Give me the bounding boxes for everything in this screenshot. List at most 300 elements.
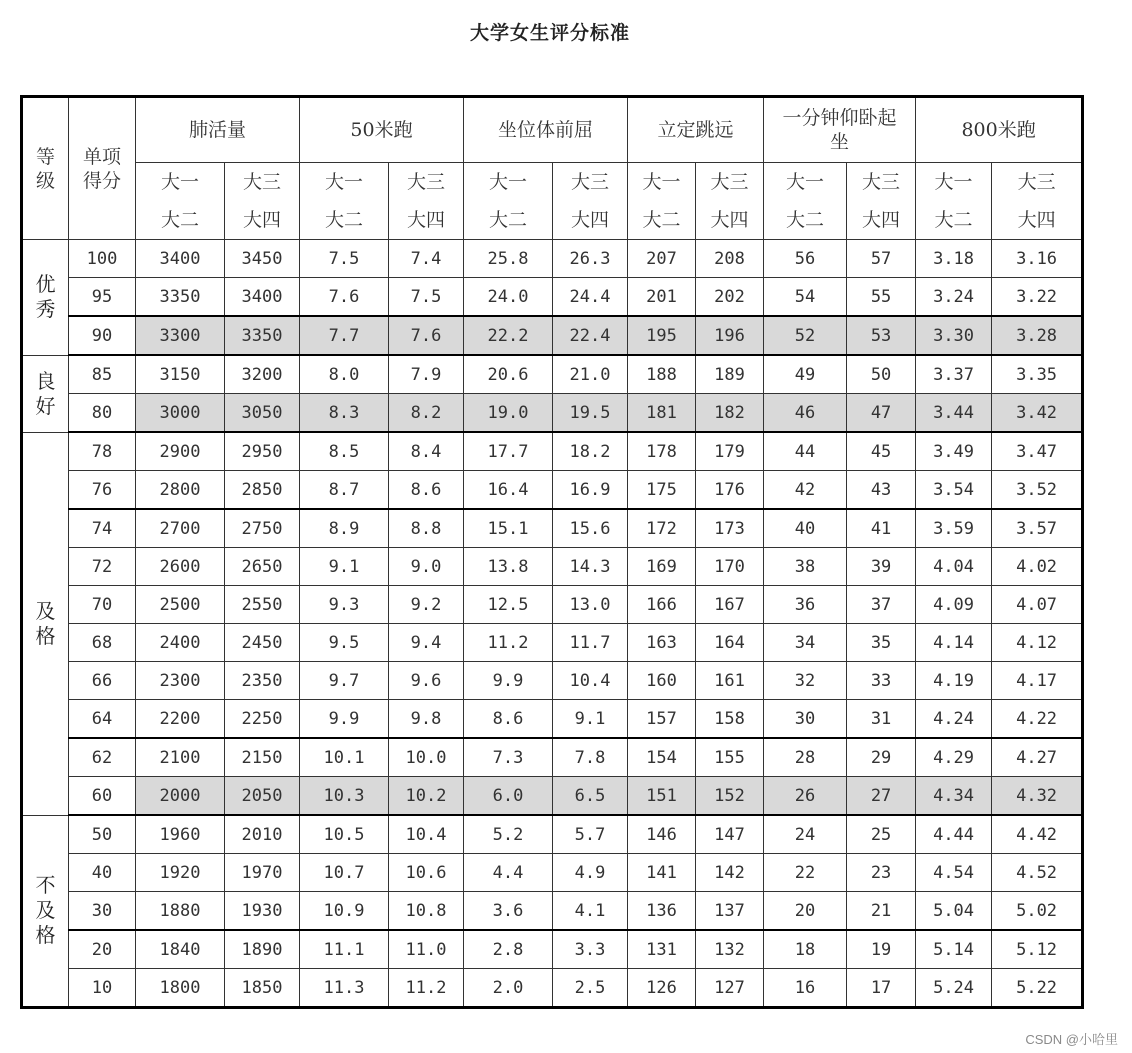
value-cell: 9.1	[300, 548, 389, 586]
table-row	[22, 471, 1083, 510]
score-cell: 85	[69, 355, 136, 394]
page-title: 大学女生评分标准	[469, 22, 630, 44]
value-cell: 7.7	[300, 316, 389, 355]
value-cell: 25.8	[464, 240, 553, 278]
value-cell: 5.22	[992, 969, 1083, 1008]
value-cell: 2900	[136, 432, 225, 471]
value-cell: 47	[847, 394, 916, 433]
value-cell: 10.4	[389, 815, 464, 854]
value-cell: 50	[847, 355, 916, 394]
value-cell: 40	[764, 509, 847, 548]
table-row	[22, 969, 1083, 1008]
value-cell: 9.4	[389, 624, 464, 662]
year-header-row	[22, 163, 1083, 240]
value-cell: 27	[847, 777, 916, 816]
value-cell: 166	[628, 586, 696, 624]
value-cell: 5.2	[464, 815, 553, 854]
item-header: 50米跑	[300, 97, 464, 163]
value-cell: 9.1	[553, 700, 628, 739]
value-cell: 175	[628, 471, 696, 510]
year-group-header: 大三 大四	[992, 163, 1083, 240]
value-cell: 155	[696, 738, 764, 777]
value-cell: 2850	[225, 471, 300, 510]
value-cell: 8.4	[389, 432, 464, 471]
table-row	[22, 662, 1083, 700]
value-cell: 2800	[136, 471, 225, 510]
score-cell: 40	[69, 854, 136, 892]
value-cell: 3150	[136, 355, 225, 394]
year-group-header: 大一 大二	[916, 163, 992, 240]
value-cell: 4.04	[916, 548, 992, 586]
value-cell: 1920	[136, 854, 225, 892]
table-row	[22, 355, 1083, 394]
value-cell: 9.5	[300, 624, 389, 662]
value-cell: 39	[847, 548, 916, 586]
value-cell: 28	[764, 738, 847, 777]
value-cell: 9.9	[300, 700, 389, 739]
value-cell: 1840	[136, 930, 225, 969]
year-group-header: 大一 大二	[300, 163, 389, 240]
watermark: CSDN @小哈里	[1025, 1032, 1118, 1047]
value-cell: 3.6	[464, 892, 553, 931]
table-row	[22, 240, 1083, 278]
value-cell: 10.0	[389, 738, 464, 777]
value-cell: 7.3	[464, 738, 553, 777]
value-cell: 16	[764, 969, 847, 1008]
year-group-header: 大三 大四	[553, 163, 628, 240]
value-cell: 5.12	[992, 930, 1083, 969]
value-cell: 2010	[225, 815, 300, 854]
value-cell: 4.14	[916, 624, 992, 662]
value-cell: 5.24	[916, 969, 992, 1008]
value-cell: 136	[628, 892, 696, 931]
table-row	[22, 892, 1083, 931]
value-cell: 19	[847, 930, 916, 969]
value-cell: 3400	[225, 278, 300, 317]
value-cell: 3.49	[916, 432, 992, 471]
value-cell: 3300	[136, 316, 225, 355]
value-cell: 7.5	[389, 278, 464, 317]
value-cell: 7.9	[389, 355, 464, 394]
value-cell: 131	[628, 930, 696, 969]
value-cell: 3450	[225, 240, 300, 278]
value-cell: 13.0	[553, 586, 628, 624]
value-cell: 29	[847, 738, 916, 777]
value-cell: 11.3	[300, 969, 389, 1008]
value-cell: 164	[696, 624, 764, 662]
value-cell: 10.1	[300, 738, 389, 777]
value-cell: 11.7	[553, 624, 628, 662]
value-cell: 2150	[225, 738, 300, 777]
value-cell: 9.0	[389, 548, 464, 586]
value-cell: 24	[764, 815, 847, 854]
value-cell: 2600	[136, 548, 225, 586]
value-cell: 4.4	[464, 854, 553, 892]
value-cell: 15.1	[464, 509, 553, 548]
value-cell: 31	[847, 700, 916, 739]
value-cell: 8.5	[300, 432, 389, 471]
table-row	[22, 777, 1083, 816]
value-cell: 3.54	[916, 471, 992, 510]
value-cell: 1930	[225, 892, 300, 931]
value-cell: 142	[696, 854, 764, 892]
value-cell: 2200	[136, 700, 225, 739]
value-cell: 3.37	[916, 355, 992, 394]
value-cell: 169	[628, 548, 696, 586]
value-cell: 4.24	[916, 700, 992, 739]
item-header: 肺活量	[136, 97, 300, 163]
value-cell: 4.1	[553, 892, 628, 931]
scoring-standards-table	[20, 95, 1084, 1009]
grade-label: 不 及 格	[22, 815, 69, 1008]
value-cell: 35	[847, 624, 916, 662]
value-cell: 12.5	[464, 586, 553, 624]
score-header: 单项 得分	[69, 97, 136, 240]
table-row	[22, 700, 1083, 739]
value-cell: 9.6	[389, 662, 464, 700]
value-cell: 160	[628, 662, 696, 700]
value-cell: 7.6	[389, 316, 464, 355]
header-row	[22, 97, 1083, 163]
value-cell: 1850	[225, 969, 300, 1008]
value-cell: 9.2	[389, 586, 464, 624]
score-cell: 70	[69, 586, 136, 624]
score-cell: 20	[69, 930, 136, 969]
year-group-header: 大三 大四	[225, 163, 300, 240]
value-cell: 1880	[136, 892, 225, 931]
table-header	[22, 97, 1083, 240]
score-cell: 60	[69, 777, 136, 816]
value-cell: 3.24	[916, 278, 992, 317]
value-cell: 5.7	[553, 815, 628, 854]
score-cell: 30	[69, 892, 136, 931]
grade-label: 优 秀	[22, 240, 69, 356]
value-cell: 172	[628, 509, 696, 548]
value-cell: 2.0	[464, 969, 553, 1008]
value-cell: 10.8	[389, 892, 464, 931]
grade-label: 良 好	[22, 355, 69, 432]
year-group-header: 大一 大二	[136, 163, 225, 240]
value-cell: 10.6	[389, 854, 464, 892]
score-cell: 68	[69, 624, 136, 662]
value-cell: 8.9	[300, 509, 389, 548]
table-row	[22, 278, 1083, 317]
value-cell: 26.3	[553, 240, 628, 278]
value-cell: 3200	[225, 355, 300, 394]
value-cell: 147	[696, 815, 764, 854]
value-cell: 2050	[225, 777, 300, 816]
value-cell: 202	[696, 278, 764, 317]
value-cell: 132	[696, 930, 764, 969]
value-cell: 2750	[225, 509, 300, 548]
value-cell: 43	[847, 471, 916, 510]
value-cell: 17.7	[464, 432, 553, 471]
value-cell: 2550	[225, 586, 300, 624]
score-cell: 64	[69, 700, 136, 739]
value-cell: 11.1	[300, 930, 389, 969]
value-cell: 3000	[136, 394, 225, 433]
table-row	[22, 586, 1083, 624]
value-cell: 158	[696, 700, 764, 739]
value-cell: 3.16	[992, 240, 1083, 278]
value-cell: 57	[847, 240, 916, 278]
value-cell: 46	[764, 394, 847, 433]
value-cell: 34	[764, 624, 847, 662]
value-cell: 24.0	[464, 278, 553, 317]
value-cell: 178	[628, 432, 696, 471]
value-cell: 11.0	[389, 930, 464, 969]
value-cell: 161	[696, 662, 764, 700]
value-cell: 163	[628, 624, 696, 662]
value-cell: 189	[696, 355, 764, 394]
value-cell: 9.8	[389, 700, 464, 739]
value-cell: 1960	[136, 815, 225, 854]
value-cell: 201	[628, 278, 696, 317]
value-cell: 8.7	[300, 471, 389, 510]
value-cell: 8.6	[464, 700, 553, 739]
value-cell: 9.9	[464, 662, 553, 700]
item-header: 800米跑	[916, 97, 1083, 163]
score-cell: 80	[69, 394, 136, 433]
value-cell: 18	[764, 930, 847, 969]
value-cell: 3.28	[992, 316, 1083, 355]
value-cell: 4.32	[992, 777, 1083, 816]
value-cell: 16.4	[464, 471, 553, 510]
value-cell: 19.5	[553, 394, 628, 433]
value-cell: 3.47	[992, 432, 1083, 471]
value-cell: 2100	[136, 738, 225, 777]
value-cell: 56	[764, 240, 847, 278]
value-cell: 10.3	[300, 777, 389, 816]
value-cell: 170	[696, 548, 764, 586]
value-cell: 152	[696, 777, 764, 816]
value-cell: 2400	[136, 624, 225, 662]
score-cell: 76	[69, 471, 136, 510]
value-cell: 4.29	[916, 738, 992, 777]
value-cell: 4.9	[553, 854, 628, 892]
value-cell: 15.6	[553, 509, 628, 548]
value-cell: 4.27	[992, 738, 1083, 777]
value-cell: 7.4	[389, 240, 464, 278]
value-cell: 22	[764, 854, 847, 892]
value-cell: 3.44	[916, 394, 992, 433]
value-cell: 22.4	[553, 316, 628, 355]
value-cell: 208	[696, 240, 764, 278]
value-cell: 8.3	[300, 394, 389, 433]
value-cell: 26	[764, 777, 847, 816]
value-cell: 53	[847, 316, 916, 355]
table-row	[22, 854, 1083, 892]
value-cell: 181	[628, 394, 696, 433]
value-cell: 4.34	[916, 777, 992, 816]
value-cell: 3.18	[916, 240, 992, 278]
value-cell: 2.8	[464, 930, 553, 969]
value-cell: 141	[628, 854, 696, 892]
table-row	[22, 394, 1083, 433]
value-cell: 30	[764, 700, 847, 739]
year-group-header: 大一 大二	[764, 163, 847, 240]
value-cell: 5.14	[916, 930, 992, 969]
score-cell: 62	[69, 738, 136, 777]
value-cell: 7.5	[300, 240, 389, 278]
value-cell: 167	[696, 586, 764, 624]
value-cell: 151	[628, 777, 696, 816]
value-cell: 173	[696, 509, 764, 548]
score-cell: 72	[69, 548, 136, 586]
value-cell: 55	[847, 278, 916, 317]
value-cell: 54	[764, 278, 847, 317]
value-cell: 32	[764, 662, 847, 700]
value-cell: 36	[764, 586, 847, 624]
value-cell: 3.52	[992, 471, 1083, 510]
value-cell: 10.7	[300, 854, 389, 892]
value-cell: 8.8	[389, 509, 464, 548]
value-cell: 4.54	[916, 854, 992, 892]
value-cell: 11.2	[464, 624, 553, 662]
score-cell: 78	[69, 432, 136, 471]
item-header: 立定跳远	[628, 97, 764, 163]
value-cell: 4.52	[992, 854, 1083, 892]
value-cell: 146	[628, 815, 696, 854]
value-cell: 179	[696, 432, 764, 471]
value-cell: 3.30	[916, 316, 992, 355]
value-cell: 11.2	[389, 969, 464, 1008]
table-row	[22, 548, 1083, 586]
value-cell: 4.22	[992, 700, 1083, 739]
value-cell: 154	[628, 738, 696, 777]
value-cell: 2450	[225, 624, 300, 662]
value-cell: 7.8	[553, 738, 628, 777]
value-cell: 13.8	[464, 548, 553, 586]
value-cell: 1970	[225, 854, 300, 892]
value-cell: 20.6	[464, 355, 553, 394]
value-cell: 18.2	[553, 432, 628, 471]
value-cell: 3.35	[992, 355, 1083, 394]
value-cell: 2950	[225, 432, 300, 471]
value-cell: 4.19	[916, 662, 992, 700]
value-cell: 3350	[136, 278, 225, 317]
grade-header: 等 级	[22, 97, 69, 240]
value-cell: 25	[847, 815, 916, 854]
value-cell: 1890	[225, 930, 300, 969]
value-cell: 2700	[136, 509, 225, 548]
value-cell: 8.2	[389, 394, 464, 433]
value-cell: 4.02	[992, 548, 1083, 586]
year-group-header: 大三 大四	[389, 163, 464, 240]
grade-label: 及 格	[22, 432, 69, 815]
value-cell: 38	[764, 548, 847, 586]
value-cell: 4.42	[992, 815, 1083, 854]
table-row	[22, 930, 1083, 969]
value-cell: 4.12	[992, 624, 1083, 662]
value-cell: 5.04	[916, 892, 992, 931]
value-cell: 3400	[136, 240, 225, 278]
value-cell: 49	[764, 355, 847, 394]
value-cell: 10.5	[300, 815, 389, 854]
item-header: 坐位体前屈	[464, 97, 628, 163]
value-cell: 2000	[136, 777, 225, 816]
value-cell: 5.02	[992, 892, 1083, 931]
value-cell: 41	[847, 509, 916, 548]
table-row	[22, 432, 1083, 471]
value-cell: 9.3	[300, 586, 389, 624]
value-cell: 2300	[136, 662, 225, 700]
value-cell: 2500	[136, 586, 225, 624]
value-cell: 44	[764, 432, 847, 471]
score-cell: 100	[69, 240, 136, 278]
score-cell: 74	[69, 509, 136, 548]
value-cell: 2650	[225, 548, 300, 586]
year-group-header: 大三 大四	[696, 163, 764, 240]
value-cell: 23	[847, 854, 916, 892]
value-cell: 3.42	[992, 394, 1083, 433]
value-cell: 37	[847, 586, 916, 624]
value-cell: 157	[628, 700, 696, 739]
score-cell: 90	[69, 316, 136, 355]
value-cell: 207	[628, 240, 696, 278]
value-cell: 195	[628, 316, 696, 355]
year-group-header: 大一 大二	[464, 163, 553, 240]
value-cell: 20	[764, 892, 847, 931]
value-cell: 9.7	[300, 662, 389, 700]
year-group-header: 大一 大二	[628, 163, 696, 240]
value-cell: 4.17	[992, 662, 1083, 700]
table-row	[22, 624, 1083, 662]
value-cell: 137	[696, 892, 764, 931]
value-cell: 17	[847, 969, 916, 1008]
value-cell: 3050	[225, 394, 300, 433]
value-cell: 8.6	[389, 471, 464, 510]
score-cell: 10	[69, 969, 136, 1008]
value-cell: 4.07	[992, 586, 1083, 624]
value-cell: 33	[847, 662, 916, 700]
value-cell: 10.4	[553, 662, 628, 700]
value-cell: 3.3	[553, 930, 628, 969]
table-row	[22, 815, 1083, 854]
value-cell: 3350	[225, 316, 300, 355]
value-cell: 45	[847, 432, 916, 471]
value-cell: 188	[628, 355, 696, 394]
item-header: 一分钟仰卧起 坐	[764, 97, 916, 163]
value-cell: 126	[628, 969, 696, 1008]
value-cell: 4.09	[916, 586, 992, 624]
score-cell: 50	[69, 815, 136, 854]
value-cell: 7.6	[300, 278, 389, 317]
value-cell: 3.59	[916, 509, 992, 548]
value-cell: 176	[696, 471, 764, 510]
value-cell: 196	[696, 316, 764, 355]
value-cell: 24.4	[553, 278, 628, 317]
value-cell: 1800	[136, 969, 225, 1008]
value-cell: 6.0	[464, 777, 553, 816]
value-cell: 182	[696, 394, 764, 433]
value-cell: 42	[764, 471, 847, 510]
value-cell: 2250	[225, 700, 300, 739]
value-cell: 4.44	[916, 815, 992, 854]
value-cell: 2.5	[553, 969, 628, 1008]
value-cell: 21.0	[553, 355, 628, 394]
value-cell: 21	[847, 892, 916, 931]
table-row	[22, 316, 1083, 355]
year-group-header: 大三 大四	[847, 163, 916, 240]
value-cell: 3.57	[992, 509, 1083, 548]
value-cell: 2350	[225, 662, 300, 700]
score-cell: 66	[69, 662, 136, 700]
value-cell: 10.2	[389, 777, 464, 816]
value-cell: 6.5	[553, 777, 628, 816]
value-cell: 52	[764, 316, 847, 355]
value-cell: 8.0	[300, 355, 389, 394]
